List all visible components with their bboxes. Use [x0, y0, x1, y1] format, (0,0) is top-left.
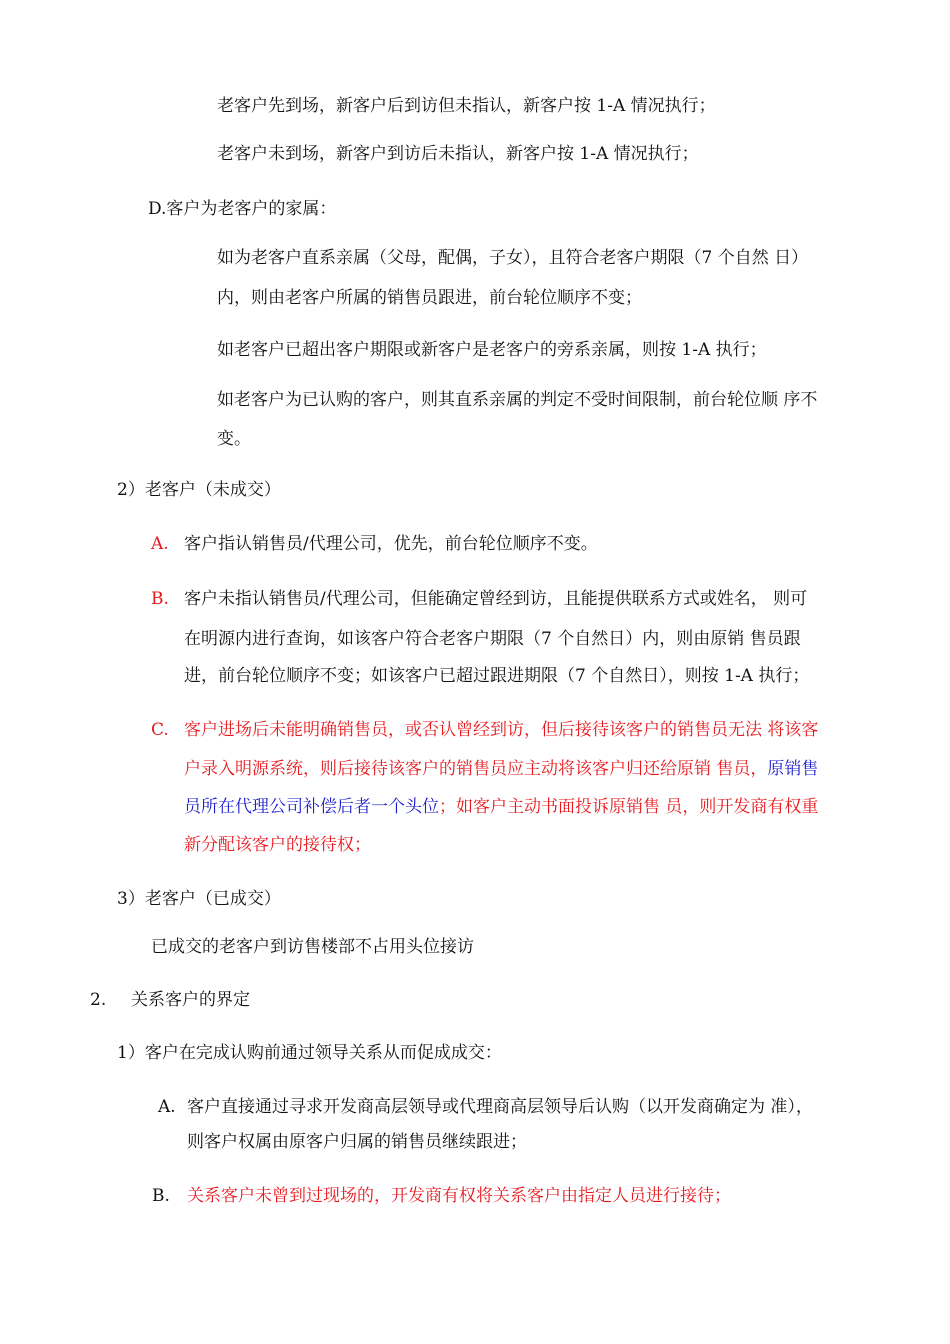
rel-item-a-line1: 客户直接通过寻求开发商高层领导或代理商高层领导后认购（以开发商确定为 准）， — [187, 1097, 813, 1117]
heading-family: D.客户为老客户的家属： — [148, 199, 337, 219]
section-2-number: 2. — [90, 990, 107, 1010]
item-c-line3 — [184, 795, 818, 819]
item-b-label: B. — [151, 589, 169, 609]
item-c-line2 — [184, 757, 818, 781]
item-b-line2: 在明源内进行查询，如该客户符合老客户期限（7 个自然日）内，则由原销 售员跟 — [184, 629, 801, 649]
paragraph-old-absent: 老客户未到场，新客户到访后未指认，新客户按 1-A 情况执行； — [217, 144, 699, 164]
heading-relationship-before-purchase: 1）客户在完成认购前通过领导关系从而促成成交： — [117, 1043, 502, 1063]
rel-item-b-text: 关系客户未曾到过现场的，开发商有权将关系客户由指定人员进行接待； — [187, 1186, 731, 1206]
item-a-label: A. — [151, 534, 169, 554]
rel-item-a-line2: 则客户权属由原客户归属的销售员继续跟进； — [187, 1132, 527, 1152]
heading-old-closed: 3）老客户（已成交） — [117, 889, 281, 909]
rel-item-b-label: B. — [152, 1186, 170, 1206]
paragraph-old-first: 老客户先到场，新客户后到访但未指认，新客户按 1-A 情况执行； — [217, 96, 716, 116]
family-collateral: 如老客户已超出客户期限或新客户是老客户的旁系亲属，则按 1-A 执行； — [217, 340, 767, 360]
item-c-line3-red: ；如客户主动书面投诉原销售 员，则开发商有权重 — [439, 797, 819, 817]
item-c-label: C. — [151, 720, 169, 740]
item-c-line2-blue: 原销售 — [767, 759, 819, 779]
section-2-title: 关系客户的界定 — [131, 990, 250, 1010]
family-purchased-line1: 如老客户为已认购的客户，则其直系亲属的判定不受时间限制，前台轮位顺 序不 — [217, 390, 818, 410]
item-b-line3: 进，前台轮位顺序不变；如该客户已超过跟进期限（7 个自然日），则按 1-A 执行； — [184, 666, 810, 686]
item-c-line4: 新分配该客户的接待权； — [184, 835, 371, 855]
item-c-line3-blue: 员所在代理公司补偿后者一个头位 — [184, 797, 439, 817]
old-closed-text: 已成交的老客户到访售楼部不占用头位接访 — [151, 937, 474, 957]
item-a-text: 客户指认销售员/代理公司，优先，前台轮位顺序不变。 — [184, 534, 598, 554]
heading-old-not-closed: 2）老客户（未成交） — [117, 480, 281, 500]
item-c-line1: 客户进场后未能明确销售员，或否认曾经到访，但后接待该客户的销售员无法 将该客 — [184, 720, 819, 740]
family-direct-line1: 如为老客户直系亲属（父母，配偶，子女），且符合老客户期限（7 个自然 日） — [217, 248, 809, 268]
family-purchased-line2: 变。 — [217, 429, 251, 449]
item-c-line2-red: 户录入明源系统，则后接待该客户的销售员应主动将该客户归还给原销 售员， — [184, 759, 768, 779]
rel-item-a-label: A. — [158, 1097, 176, 1117]
family-direct-line2: 内，则由老客户所属的销售员跟进，前台轮位顺序不变； — [217, 288, 642, 308]
item-b-line1: 客户未指认销售员/代理公司，但能确定曾经到访，且能提供联系方式或姓名， 则可 — [184, 589, 808, 609]
